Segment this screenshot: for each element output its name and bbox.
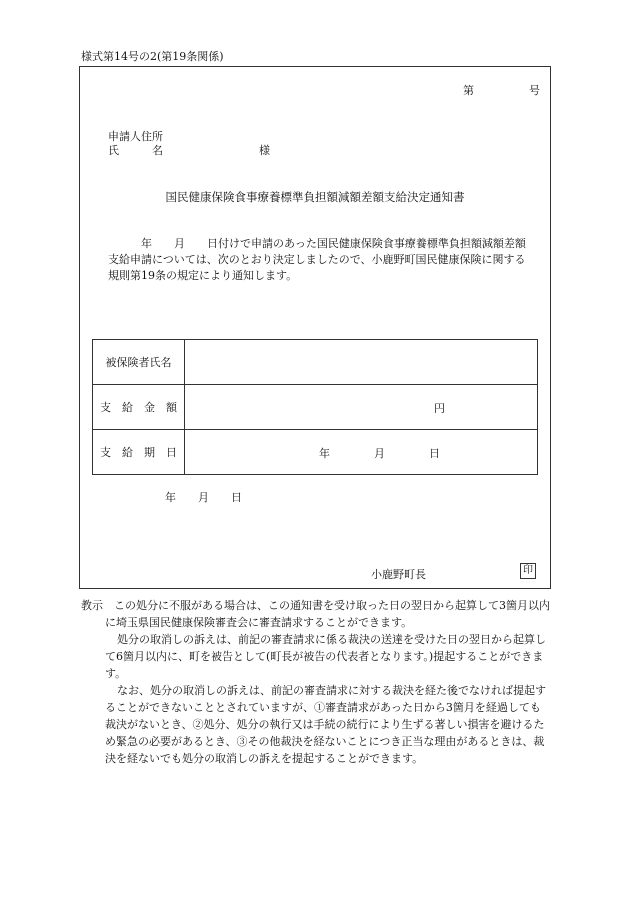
instruction-notes: [81, 597, 551, 767]
payment-info-table: [92, 339, 538, 475]
insured-name-value: [185, 340, 538, 385]
payment-amount-label: 支 給 金 額: [93, 385, 185, 430]
issuer-name: 小鹿野町長: [371, 568, 426, 581]
table-row: [93, 430, 538, 475]
note-paragraph-3: なお、処分の取消しの訴えは、前記の審査請求に対する裁決を経た後でなければ提起することができないこととされていますが、①審査請求があった日から3箇月を経過しても裁決がないとき、②処分、処分の執行又は手続の続行により生ずる著しい損害を避けるため緊急の必要があるとき、③その他裁決を経ないことにつき正当な理由があるときは、裁決を経ないでも処分の取消しの訴えを提起することができます。: [105, 684, 546, 765]
payment-date-value: [185, 430, 538, 475]
note-paragraph-1: 教示 この処分に不服がある場合は、この通知書を受け取った日の翌日から起算して3箇月以内に埼玉県国民健康保険審査会に審査請求することができます。: [81, 599, 550, 629]
form-number-label: 様式第14号の2(第19条関係): [81, 50, 224, 63]
table-row: [93, 385, 538, 430]
applicant-name-label: 氏 名: [108, 144, 163, 157]
honorific: 様: [259, 144, 270, 157]
payment-date-label: 支 給 期 日: [93, 430, 185, 475]
date-units: 年 月 日: [319, 447, 440, 460]
payment-amount-value: [185, 385, 538, 430]
page-title: 国民健康保険食事療養標準負担額減額差額支給決定通知書: [165, 190, 465, 204]
seal-stamp-box: 印: [520, 563, 536, 579]
notice-body: 年 月 日付けで申請のあった国民健康保険食事療養標準負担額減額差額支給申請については、次のとおり決定しましたので、小鹿野町国民健康保険に関する規則第19条の規定により通知します。: [108, 237, 526, 282]
yen-unit: 円: [434, 402, 445, 415]
issue-date: 年 月 日: [165, 491, 242, 504]
applicant-address-label: 申請人住所: [108, 130, 163, 143]
table-row: [93, 340, 538, 385]
insured-name-label: 被保険者氏名: [93, 340, 185, 385]
document-number: 第 号: [463, 84, 540, 97]
note-paragraph-2: 処分の取消しの訴えは、前記の審査請求に係る裁決の送達を受けた日の翌日から起算して6箇月以内に、町を被告として(町長が被告の代表者となります。)提起することができます。: [105, 633, 546, 680]
